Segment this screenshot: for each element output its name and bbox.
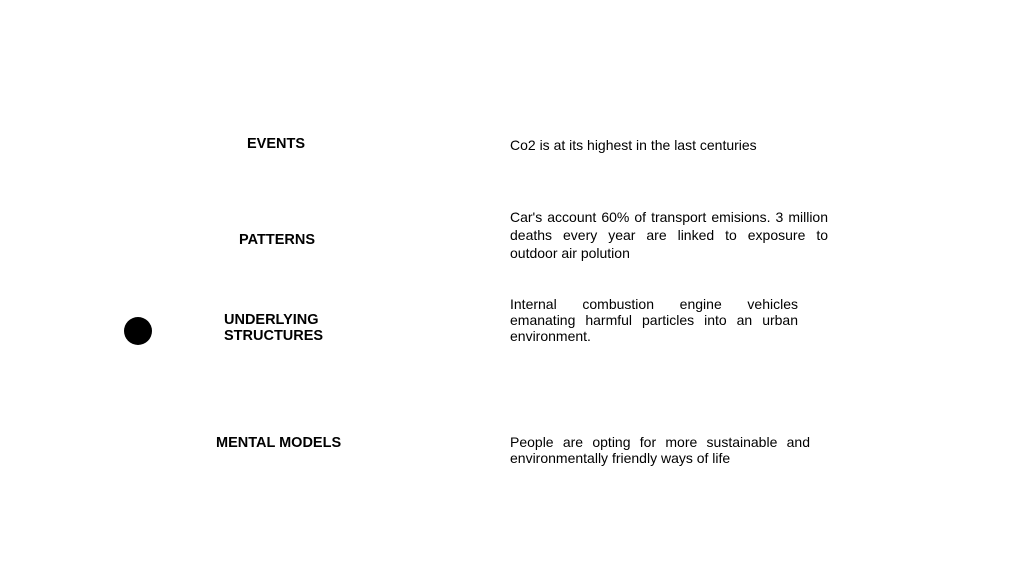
patterns-description: Car's account 60% of transport emisions. 3 million deaths every year are linked to exposure to outdoor air polution: [510, 209, 828, 261]
underlying-structures-description: Internal combustion engine vehicles emanating harmful particles into an urban environment.: [510, 296, 798, 344]
bullet-dot-marker: [124, 317, 152, 345]
underlying-structures-label-line1: UNDERLYING: [224, 312, 319, 328]
mental-models-label: MENTAL MODELS: [216, 435, 342, 451]
events-description: Co2 is at its highest in the last centuries: [510, 137, 757, 153]
underlying-structures-label-line2: STRUCTURES: [224, 328, 324, 344]
patterns-label: PATTERNS: [239, 232, 315, 248]
events-label: EVENTS: [247, 136, 306, 152]
underlying-structures-label: [224, 312, 344, 344]
mental-models-description: People are opting for more sustainable and environmentally friendly ways of life: [510, 434, 810, 466]
